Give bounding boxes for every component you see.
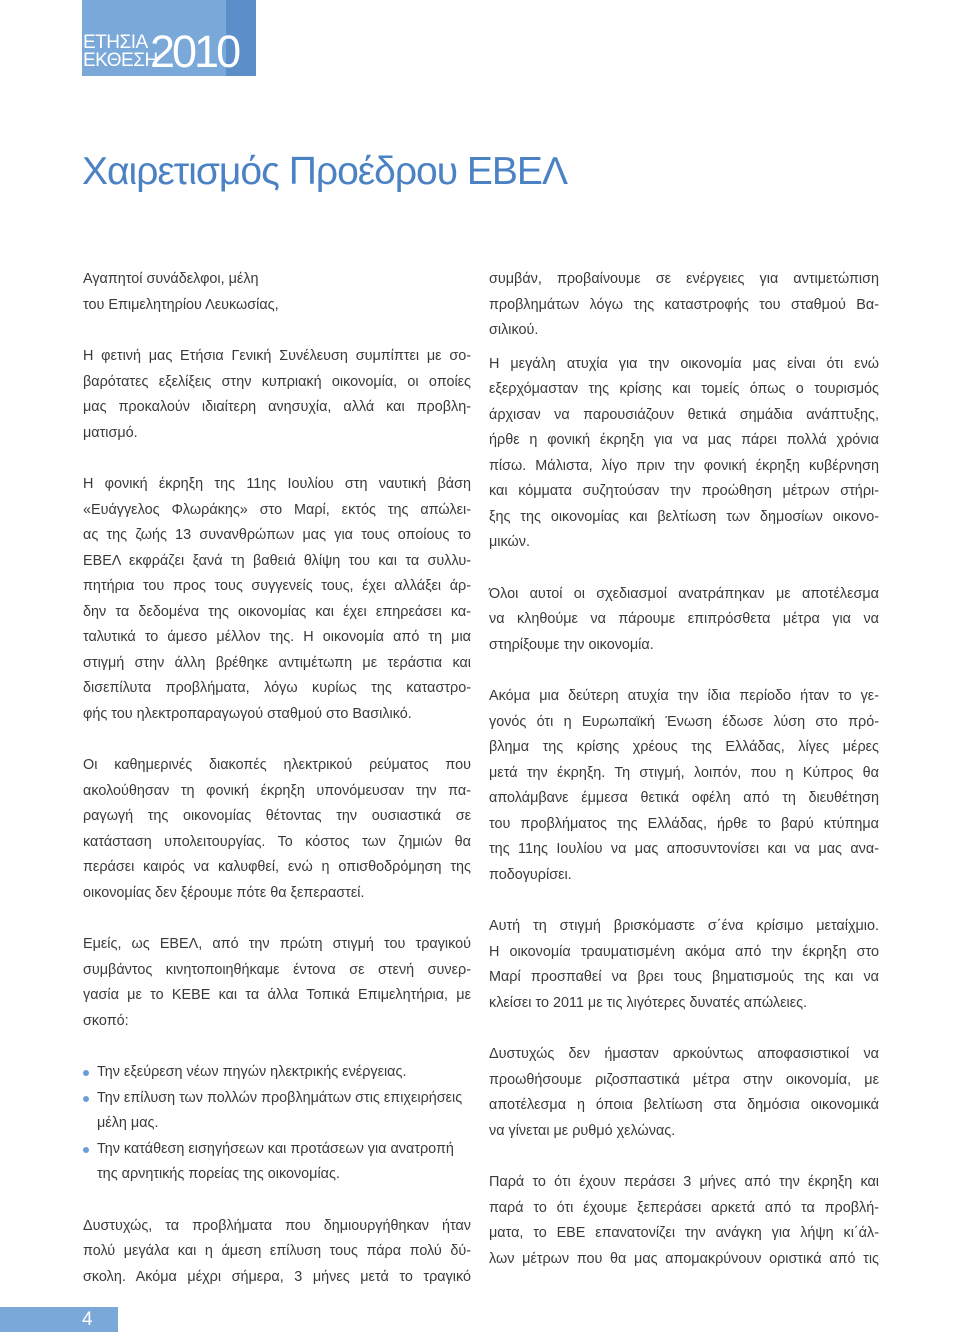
paragraph	[489, 582, 879, 659]
list-item-text: Την επίλυση των πολλών προβλημάτων στις επιχειρήσεις	[97, 1089, 463, 1106]
bullet-dot-icon	[83, 1096, 89, 1102]
list-item	[83, 1086, 471, 1137]
paragraph	[489, 267, 879, 344]
text-line: ποδογυρίσει.	[489, 866, 572, 883]
paragraph	[489, 1170, 879, 1272]
page-number: 4	[82, 1309, 93, 1330]
footer-bar	[0, 1307, 118, 1332]
bullet-list	[83, 1060, 471, 1188]
text-line: λων μέτρων που θα μας απομακρύνουν οριστικά από τις	[489, 1250, 879, 1267]
text-line: Παρά το ότι έχουν περάσει 3 μήνες από την έκρηξη και	[489, 1174, 879, 1190]
left-column	[83, 267, 471, 1290]
text-line: Δυστυχώς δεν ήμασταν αρκούντως αποφασιστικοί να	[489, 1046, 879, 1062]
text-line: σκοπό:	[83, 1012, 129, 1029]
header-word-annual: ΕΤΗΣΙΑ	[83, 32, 148, 53]
text-line: Η φετινή μας Ετήσια Γενική Συνέλευση συμπίπτει με σο-	[83, 348, 471, 364]
text-line: Οι καθημερινές διακοπές ηλεκτρικού ρεύματος που	[83, 757, 471, 773]
text-line: περάσει καιρός να καλυφθεί, ενώ η οπισθοδρόμηση της	[83, 859, 471, 875]
right-column	[489, 267, 879, 1272]
text-line: βλημα της κρίσης χρέους της Ελλάδας, λίγες μέρες	[489, 739, 879, 755]
bullet-dot-icon	[83, 1147, 89, 1153]
paragraph	[83, 1214, 471, 1291]
text-line: του προβλήματος της Ελλάδας, ήρθε το βαρύ κτύπημα	[489, 815, 879, 832]
text-line: Μαρί προσπαθεί να βρει τους βηματισμούς της και να	[489, 969, 879, 985]
salutation-line: του Επιμελητηρίου Λευκωσίας,	[83, 296, 279, 313]
text-line: οικονομίας δεν ξέρουμε πότε θα ξεπεραστεί.	[83, 884, 365, 901]
text-line: Δυστυχώς, τα προβλήματα που δημιουργήθηκαν ήταν	[83, 1217, 471, 1234]
text-line: συμβάντος κινητοποιηθήκαμε έντονα σε στενή συνερ-	[83, 961, 471, 978]
text-line: παρά το ότι έχουμε ξεπεράσει αρκετά από τα προβλή-	[489, 1199, 879, 1216]
text-line: πίσω. Μάλιστα, λίγο πριν την φονική έκρηξη κυβέρνηση	[489, 457, 879, 474]
text-line: ας της ζωής 13 συνανθρώπων μας για τους οποίους το	[83, 527, 471, 543]
text-line: αποτέλεσμα η όποια βελτίωση στα δημόσια οικονομικά	[489, 1097, 879, 1113]
text-line: ακολούθησαν τη φονική έκρηξη υπονόμευσαν την πα-	[83, 782, 471, 799]
text-line: στηρίξουμε την οικονομία.	[489, 636, 654, 653]
text-line: απολάμβανε έμμεσα θετικά οφέλη από τη διευθέτηση	[489, 790, 879, 806]
list-item-text: της αρνητικής πορείας της οικονομίας.	[97, 1166, 340, 1182]
salutation	[83, 267, 471, 318]
text-line: «Ευάγγελος Φλωράκης» στο Μαρί, εκτός της απώλει-	[83, 501, 471, 518]
text-line: να γίνεται με ρυθμό χελώνας.	[489, 1122, 676, 1139]
text-line: μετά την έκρηξη. Τη στιγμή, λοιπόν, που η Κύπρος θα	[489, 764, 879, 781]
text-line: Η μεγάλη ατυχία για την οικονομία μας είναι ότι ενώ	[489, 355, 879, 372]
text-line: πητήρια του προς τους συγγενείς τους, έχει αλλάξει άρ-	[83, 578, 471, 594]
paragraph	[489, 1042, 879, 1144]
list-item-text: Την κατάθεση εισηγήσεων και προτάσεων για ανατροπή	[97, 1140, 454, 1157]
text-line: ματισμό.	[83, 424, 138, 441]
text-line: πολύ μεγάλα και η άμεση επίλυση τους πάρα πολύ δύ-	[83, 1243, 471, 1259]
text-line: δισεπίλυτα προβλήματα, λόγω κυρίως της καταστρο-	[83, 680, 471, 696]
text-line: Όλοι αυτοί οι σχεδιασμοί ανατράπηκαν με αποτέλεσμα	[489, 585, 879, 602]
text-line: συμβάν, προβαίνουμε σε ενέργειες για αντιμετώπιση	[489, 271, 879, 287]
text-line: Ακόμα μια δεύτερη ατυχία την ίδια περίοδο ήταν το γε-	[489, 688, 879, 704]
text-line: σιλικού.	[489, 322, 539, 338]
list-item	[83, 1137, 471, 1188]
text-line: προωθήσουμε ριζοσπαστικά μέτρα στην οικονομία, με	[489, 1071, 879, 1088]
text-line: και κόμματα συζητούσαν την προώθηση μέτρων στήρι-	[489, 483, 879, 499]
text-line: σκολη. Ακόμα μέχρι σήμερα, 3 μήνες μετά το τραγικό	[83, 1268, 471, 1285]
paragraph	[489, 914, 879, 1016]
text-line: Αυτή τη στιγμή βρισκόμαστε σ΄ένα κρίσιμο μεταίχμιο.	[489, 918, 879, 934]
bullet-dot-icon	[83, 1070, 89, 1076]
text-line: κλείσει το 2011 με τις λιγότερες δυνατές απώλειες.	[489, 994, 808, 1011]
text-line: γασία με το ΚΕΒΕ και τα άλλα Τοπικά Επιμελητήρια, με	[83, 987, 471, 1003]
paragraph	[83, 932, 471, 1034]
text-line: Η φονική έκρηξη της 11ης Ιουλίου στη ναυτική βάση	[83, 476, 471, 492]
text-line: εξερχόμασταν της κρίσης και τομείς όπως ο τουρισμός	[489, 381, 879, 397]
text-line: μικών.	[489, 534, 530, 550]
header-word-report: ΕΚΘΕΣΗ	[83, 50, 158, 71]
text-line: ματα, το ΕΒΕ επανατονίζει την ανάγκη για λήψη κι΄άλ-	[489, 1225, 879, 1241]
text-line: άρχισαν να παρουσιάζουν θετικά σημάδια ανάπτυξης,	[489, 406, 879, 423]
paragraph	[489, 352, 879, 556]
text-line: δην τα δεδομένα της οικονομίας και έχει επηρεάσει κα-	[83, 603, 471, 620]
paragraph	[83, 472, 471, 727]
text-line: ΕΒΕΛ εκφράζει ξανά τη βαθειά θλίψη του και τα συλλυ-	[83, 552, 471, 569]
text-line: της 11ης Ιουλίου να μας αποσυντονίσει και να μας ανα-	[489, 841, 879, 857]
salutation-line: Αγαπητοί συνάδελφοι, μέλη	[83, 271, 259, 287]
text-line: γονός ότι η Ευρωπαϊκή Ένωση έδωσε λύση στο πρό-	[489, 713, 879, 730]
text-line: κατάσταση υπολειτουργίας. Το κόστος των ζημιών θα	[83, 833, 471, 850]
page-title: Χαιρετισμός Προέδρου ΕΒΕΛ	[82, 150, 567, 193]
text-line: να κληθούμε να πάρουμε επιπρόσθετα μέτρα για να	[489, 611, 879, 627]
text-line: προβλημάτων λόγω της καταστροφής του σταθμού Βα-	[489, 296, 879, 313]
text-line: ήρθε η φονική έκρηξη για να μας πάρει πολλά χρόνια	[489, 432, 879, 448]
list-item-text: μέλη μας.	[97, 1115, 159, 1131]
header-year: 2010	[150, 26, 239, 77]
text-line: βαρότατες εξελίξεις στην κυπριακή οικονομία, οι οποίες	[83, 373, 471, 390]
text-line: μας προκαλούν ιδιαίτερη ανησυχία, αλλά και προβλη-	[83, 399, 471, 415]
header-report-label	[83, 34, 158, 70]
text-line: ταλυτικά το άμεσο μέλλον της. Η οικονομία από τη μια	[83, 629, 471, 645]
paragraph	[489, 684, 879, 888]
text-line: στιγμή στην άλλη βρέθηκε αντιμέτωπη με τεράστια και	[83, 654, 471, 671]
paragraph	[83, 344, 471, 446]
text-line: Η οικονομία τραυματισμένη ακόμα από την έκρηξη στο	[489, 943, 879, 960]
text-line: Εμείς, ως ΕΒΕΛ, από την πρώτη στιγμή του τραγικού	[83, 936, 471, 952]
text-line: ραγωγή της οικονομίας θέτοντας την ουσιαστικά σε	[83, 808, 471, 824]
paragraph	[83, 753, 471, 906]
list-item-text: Την εξεύρεση νέων πηγών ηλεκτρικής ενέργειας.	[97, 1064, 407, 1080]
text-line: φής του ηλεκτροπαραγωγού σταθμού στο Βασιλικό.	[83, 705, 412, 722]
list-item	[83, 1060, 471, 1086]
text-line: ξης της οικονομίας και βελτίωση των δημοσίων οικονο-	[489, 508, 879, 525]
